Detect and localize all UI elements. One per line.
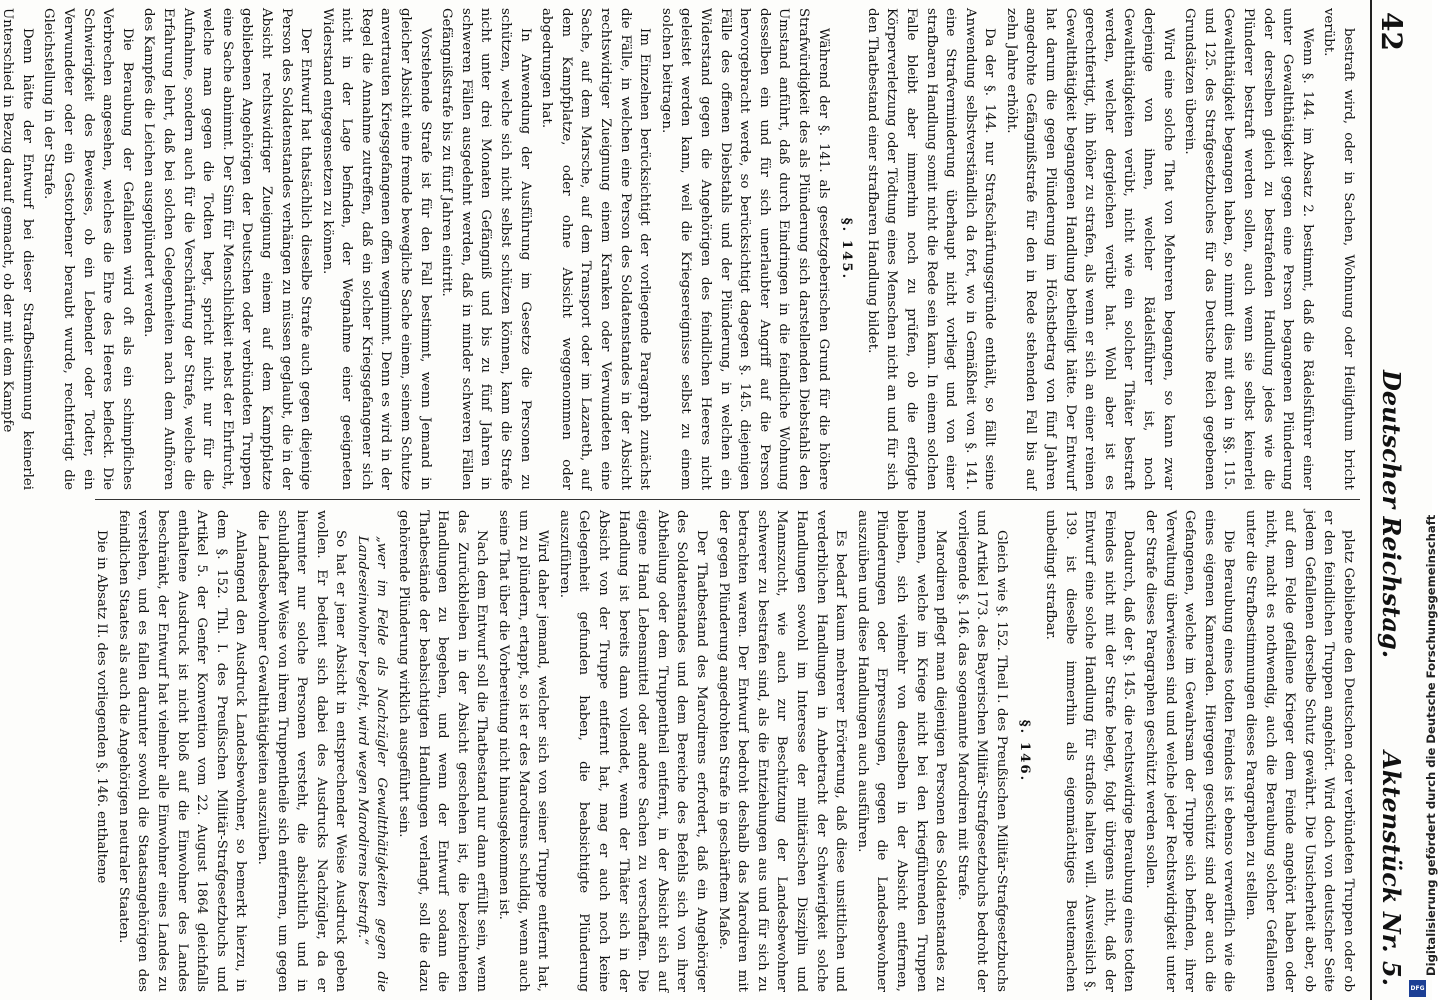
paragraph: bestraft wird, oder in Sachen, Wohnung oder Heiligthum bricht verübt. [1321, 8, 1356, 490]
paragraph: Denn hätte der Entwurf bei dieser Strafbestimmung keinerlei Unterschied in Bezug darauf gemacht, ob der mit dem Kampfe [0, 8, 35, 490]
paragraph: Die Beraubung eines todten Feindes ist ebenso verwerflich wie die eines eigenen Kameraden. Hiergegen geschützt sind aber auch die Gefangenen, welche im Gewahrsam der Truppe sich befinden, ihrer Verwaltung überwiesen sind und welche jeder Rechtswidrigkeit unter der Strafe dieses Paragraphen geschützt werden sollen. [1143, 510, 1237, 992]
paragraph: Während der §. 141. als gesetzgeberischen Grund für die höhere Strafwürdigkeit des als Plünderung sich darstellenden Diebstahls den Umstand anführt, daß durch Eindringen in die feindliche Wohnung desselben ein und für sich unerlaubter Angriff auf die Person hervorgebracht werde, so berücksichtigt dagegen §. 145. diejenigen Fälle des offenen Diebstahls und der Plünderung, in welchen ein Widerstand gegen die Angehörigen des feindlichen Heeres nicht geleistet werden kann, weil die Kriegsereignisse selbst zu einem solchen beitragen. [658, 8, 831, 490]
paragraph: Wird eine solche That von Mehreren begangen, so kann zwar derjenige von ihnen, welcher Rädelsführer ist, noch Gewaltthätigkeiten verübt, nicht wie ein solcher Thäter bestraft werden, welcher dergleichen verübt hat. Wohl aber ist es gerechtfertigt, ihn höher zu strafen, als wenn er sich an einer reinen Gewaltthätigkeit begangenen Handlung betheiligt hätte. Der Entwurf hat darum die gegen Plünderung im Höchstbetrag von fünf Jahren angedrohte Gefängnißstrafe für den in Rede stehenden Fall bis auf zehn Jahre erhöht. [1003, 8, 1176, 490]
paragraph: Der Entwurf hat thatsächlich dieselbe Strafe auch gegen diejenige Person des Soldatenstandes verhängen zu müssen geglaubt, die in der Absicht rechtswidriger Zueignung einem auf dem Kampfplatze gebliebenen Angehörigen der Deutschen oder verbündeten Truppen eine Sache abnimmt. Der Sinn für Menschlichkeit nebst der Ehrfurcht, welche man gegen die Todten hegt, spricht nicht nur für die Aufnahme, sondern auch für die Verschärfung der Strafe, welche die Erfahrung lehrt, daß bei solchen Gelegenheiten nach dem Aufhören des Kampfes die Leichen ausgeplündert werden. [141, 8, 314, 490]
paragraph: Marodiren pflegt man diejenigen Personen des Soldatenstandes zu nennen, welche im Kriege nicht bei den kriegführenden Truppen bleiben, sich vielmehr von denselben in der Absicht entfernen, Plünderungen oder Erpressungen, gegen die Landesbewohner auszuüben und diese Handlungen auch ausführen. [854, 510, 949, 992]
section-heading: §. 146. [1017, 719, 1033, 783]
paragraph: Die Beraubung der Gefallenen wird oft als ein schimpfliches Verbrechen angesehen, welches die Ehre des Heeres befleckt. Die Schwierigkeit des Beweises, ob ein Lebender oder Todter, ein Verwundeter oder ein Gestorbener beraubt wurde, rechtfertigt die Gleichstellung in der Strafe. [41, 8, 135, 490]
digitization-credit [1408, 514, 1438, 996]
paragraph: Wenn §. 144. im Absatz 2. bestimmt, daß die Rädelsführer einer unter Gewaltthätigkeit gegen eine Person begangenen Plünderung oder derselben gleich zu bestrafenden Handlung jedes wie die Plünderer bestraft werden sollen, auch wenn sie selbst keinerlei Gewaltthätigkeit begangen haben, so nimmt dies mit den in §§. 115. und 125. des Strafgesetzbuches für das Deutsche Reich gegebenen Grundsätzen überein. [1182, 8, 1315, 490]
paragraph: In Anwendung der Ausführung im Gesetze die Personen zu schützen, welche sich nicht selbst schützen können, kann die Strafe nicht unter drei Monaten Gefängniß und bis zu fünf Jahren in schweren Fällen ausgedehnt werden, daß in minder schweren Fällen Gefängnißstrafe bis zu fünf Jahren eintritt. [439, 8, 533, 490]
page-number: 42 [1375, 12, 1408, 51]
document-number: Aktenstück Nr. 5. [1377, 751, 1406, 986]
paragraph: So hat er jener Absicht in entsprechender Weise Ausdruck geben wollen. Er bedient sich dabei des Ausdrucks Nachzügler, da er hierunter nur solche Personen versteht, die absichtlich und in schuldhafter Weise von ihrem Truppentheile sich entfernen, um gegen die Landesbewohner Gewaltthätigkeiten auszuüben. [254, 510, 349, 992]
running-title: Deutscher Reichstag. [1377, 370, 1406, 659]
column-divider [95, 499, 1360, 500]
paragraph: Wird daher jemand, welcher sich von seiner Truppe entfernt hat, um zu plündern, ertappt, so ist er des Marodirens schuldig, wenn auch seine That über die Vorbereitung nicht hinausgekommen ist. [496, 510, 551, 992]
paragraph: Vorstehende Strafe ist für den Fall bestimmt, wenn Jemand in gleicher Absicht eine fremde bewegliche Sache einem, seinem Schutze anvertrauten Kriegsgefangenen offen wegnimmt. Denn es wird in der Regel die Annahme zutreffen, daß ein solcher Kriegsgefangener sich nicht in der Lage befinden, der Wegnahme einer geeigneten Widerstand entgegensetzen zu können. [319, 8, 433, 490]
paragraph: Die in Absatz II. des vorliegenden §. 146. enthaltene [94, 530, 110, 884]
paragraph: Es bedarf kaum mehrerer Erörterung, daß diese unsittlichen und verderblichen Handlungen in Anbetracht der Schwierigkeit solche Handlungen sowohl im Interesse der militärischen Disziplin und Mannszucht, wie auch zur Beschützung der Landesbewohner schwerer zu bestrafen sind, als die Entziehungen aus und für sich zu betrachten waren. Der Entwurf bedroht deshalb das Marodiren mit der gegen Plünderung angedrohten Strafe in geschärftem Maße. [715, 510, 849, 992]
section-heading: §. 145. [839, 217, 855, 281]
paragraph: Dadurch, daß der §. 145. die rechtswidrige Beraubung eines todten Feindes nicht mit der Strafe belegt, folgt übrigens nicht, daß der Entwurf eine solche Handlung für straflos halten will. Ausweislich §. 139. ist dieselbe immerhin als eigenmächtiges Beutemachen unbedingt strafbar. [1043, 510, 1137, 992]
block-quote: „wer im Felde als Nachzügler Gewaltthätigkeiten gegen die Landeseinwohner begeht, wird wegen Marodirens bestraft.“ [354, 536, 390, 992]
paragraph: Der Thatbestand des Marodirens erfordert, daß ein Angehöriger des Soldatenstandes und dem Bereiche des Befehls sich von ihrer Abtheilung oder dem Truppentheil entfernt, in der Absicht sich auf eigene Hand Lebensmittel oder andere Sachen zu verschaffen. Die Handlung ist bereits dann vollendet, wenn der Thäter sich in der Absicht von der Truppe entfernt hat, mag er auch noch keine Gelegenheit gefunden haben, die beabsichtigte Plünderung auszuführen. [556, 510, 709, 992]
paragraph: Im Einzelnen berücksichtigt der vorliegende Paragraph zunächst die Fälle, in welchen eine Person des Soldatenstandes in der Absicht rechtswidriger Zueignung einem Kranken oder Verwundeten eine Sache, auf dem Marsche, auf dem Transport oder im Lazareth, auf dem Kampfplatze, oder ohne Absicht weggenommen oder abgedrungen hat. [539, 8, 653, 490]
paragraph: Nach dem Entwurf soll die Thatbestand nur dann erfüllt sein, wenn das Zurückbleiben in der Absicht geschehen ist, die bezeichneten Handlungen zu begehen, und wenn der Entwurf sodann die Thatbestände der beabsichtigten Handlungen verlangt, soll die dazu gehörende Plünderung wirklich ausgeführt sein. [396, 510, 490, 992]
right-column [94, 510, 1358, 992]
credit-text: Digitalisierung gefördert durch die Deutsche Forschungsgemeinschaft [1424, 514, 1438, 976]
left-column [0, 8, 1358, 490]
dfg-logo: DFG [1409, 980, 1426, 997]
paragraph: Gleich wie §. 152. Theil I. des Preußischen Militär-Strafgesetzbuchs und Artikel 173. des Bayerischen Militär-Strafgesetzbuchs bedroht der vorliegende §. 146. das sogenannte Marodiren mit Strafe. [954, 510, 1009, 992]
paragraph: Da der §. 144. nur Strafschärfungsgründe enthält, so fällt seine Anwendung selbstverständlich da fort, wo in Gemäßheit von §. 141. eine Strafverminderung überhaupt nicht vorliegt und von einer strafbaren Handlung somit nicht die Rede sein kann. In einem solchen Falle bleibt aber immerhin noch zu prüfen, ob die erfolgte Körperverletzung oder Tödtung eines Menschen nicht an und für sich den Thatbestand einer strafbaren Handlung bildet. [864, 8, 998, 490]
paragraph: platz Gebliebene den Deutschen oder verbündeten Truppen oder ob er den feindlichen Truppen angehört. Wird doch von deutscher Seite jedem Gefallenen derselbe Schutz gewährt. Die Unsicherheit aber, ob auf dem Felde gefallene Krieger dem Feinde angehört haben oder nicht, macht es nothwendig, auch die Beraubung solcher Gefallenen unter die Strafbestimmungen dieses Paragraphen zu stellen. [1243, 510, 1356, 992]
paragraph: Anlangend den Ausdruck Landesbewohner, so bemerkt hierzu, in dem §. 152. Thl. I. des Preußischen Militär-Strafgesetzbuchs und Artikel 5. der Genfer Konvention vom 22. August 1864 gleichfalls enthaltene Ausdruck ist nicht bloß auf die Einwohner des Landes beschränkt, der Entwurf hat vielmehr alle Einwohner eines Landes zu verstehen, und es fallen darunter sowohl die Staatsangehörigen des feindlichen Staates als auch die Angehörigen neutraler Staaten. [115, 510, 249, 992]
